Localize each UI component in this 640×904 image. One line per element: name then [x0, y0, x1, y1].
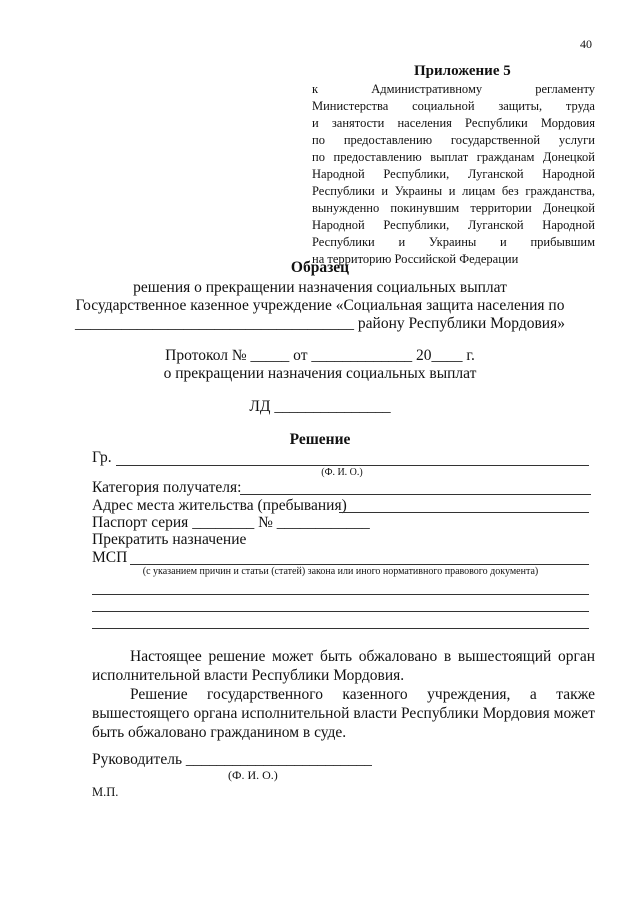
- decision-title: Решение: [289, 431, 351, 448]
- msp-line: [130, 564, 589, 565]
- appeal-paragraph-2: [92, 685, 595, 742]
- appendix-line: по предоставлению государственной услуги: [312, 133, 595, 147]
- protocol-line: Протокол № _____ от _____________ 20____ г.: [165, 347, 475, 364]
- protocol-subject: о прекращении назначения социальных выплат: [163, 365, 477, 382]
- passport-label: Паспорт серия ________ № ____________: [92, 514, 370, 531]
- head-label: Руководитель: [92, 751, 183, 768]
- appendix-line: и занятости населения Республики Мордовия: [312, 116, 595, 130]
- institution-district-line: [0, 315, 640, 333]
- category-label: Категория получателя:: [92, 479, 242, 496]
- appeal-text-line: исполнительной власти Республики Мордовия.: [92, 667, 405, 684]
- head-signature-line: [92, 751, 372, 769]
- district-blank: ____________________________________: [75, 315, 355, 332]
- appendix-line: по предоставлению выплат гражданам Донецкой: [312, 150, 595, 164]
- head-signature-blank: ________________________: [185, 751, 372, 768]
- reason-caption: (с указанием причин и статьи (статей) закона или иного нормативного правового документа): [142, 566, 539, 577]
- fio-caption: (Ф. И. О.): [321, 467, 363, 478]
- reason-line: [92, 594, 589, 595]
- appendix-line: Народной Республики, Луганской Народной: [312, 167, 595, 181]
- appendix-title: Приложение 5: [414, 63, 511, 79]
- address-label: Адрес места жительства (пребывания): [92, 497, 347, 514]
- appendix-line: к Административному регламенту: [312, 82, 595, 96]
- msp-label: МСП: [92, 549, 128, 566]
- category-line: [240, 494, 591, 495]
- citizen-label: Гр.: [92, 449, 112, 466]
- appendix-line: Республики и Украины и лицам без гражданства,: [312, 184, 595, 198]
- head-fio-caption: (Ф. И. О.): [228, 768, 278, 782]
- seal-label: М.П.: [92, 785, 119, 799]
- appendix-line: Министерства социальной защиты, труда: [312, 99, 595, 113]
- appendix-line: Народной Республики, Луганской Народной: [312, 218, 595, 232]
- sample-subtitle: решения о прекращении назначения социальных выплат: [133, 279, 507, 296]
- appendix-line: Республики и Украины и прибывшим: [312, 235, 595, 249]
- reason-line: [92, 611, 589, 612]
- address-line: [339, 512, 589, 513]
- appendix-line: на территорию Российской Федерации: [312, 252, 519, 266]
- terminate-label: Прекратить назначение: [92, 531, 247, 548]
- appendix-line: вынужденно покинувшим территории Донецкой: [312, 201, 595, 215]
- citizen-name-line: [116, 465, 589, 466]
- appeal-text-line: Решение государственного казенного учреждения, а также: [130, 686, 595, 703]
- institution-line: Государственное казенное учреждение «Социальная защита населения по: [75, 297, 565, 314]
- appeal-text-line: Настоящее решение может быть обжаловано в вышестоящий орган: [130, 648, 595, 665]
- district-text: району Республики Мордовия»: [354, 315, 565, 332]
- reason-line: [92, 628, 589, 629]
- appeal-text-line: вышестоящего органа исполнительной власти Республики Мордовия может: [92, 705, 595, 722]
- sample-title: Образец: [290, 259, 350, 276]
- appeal-text-line: быть обжаловано гражданином в суде.: [92, 724, 347, 741]
- appeal-paragraph-1: [92, 647, 595, 685]
- page-number: 40: [580, 37, 592, 51]
- personal-file-number: ЛД _______________: [249, 398, 391, 415]
- appendix-reference: [312, 81, 595, 268]
